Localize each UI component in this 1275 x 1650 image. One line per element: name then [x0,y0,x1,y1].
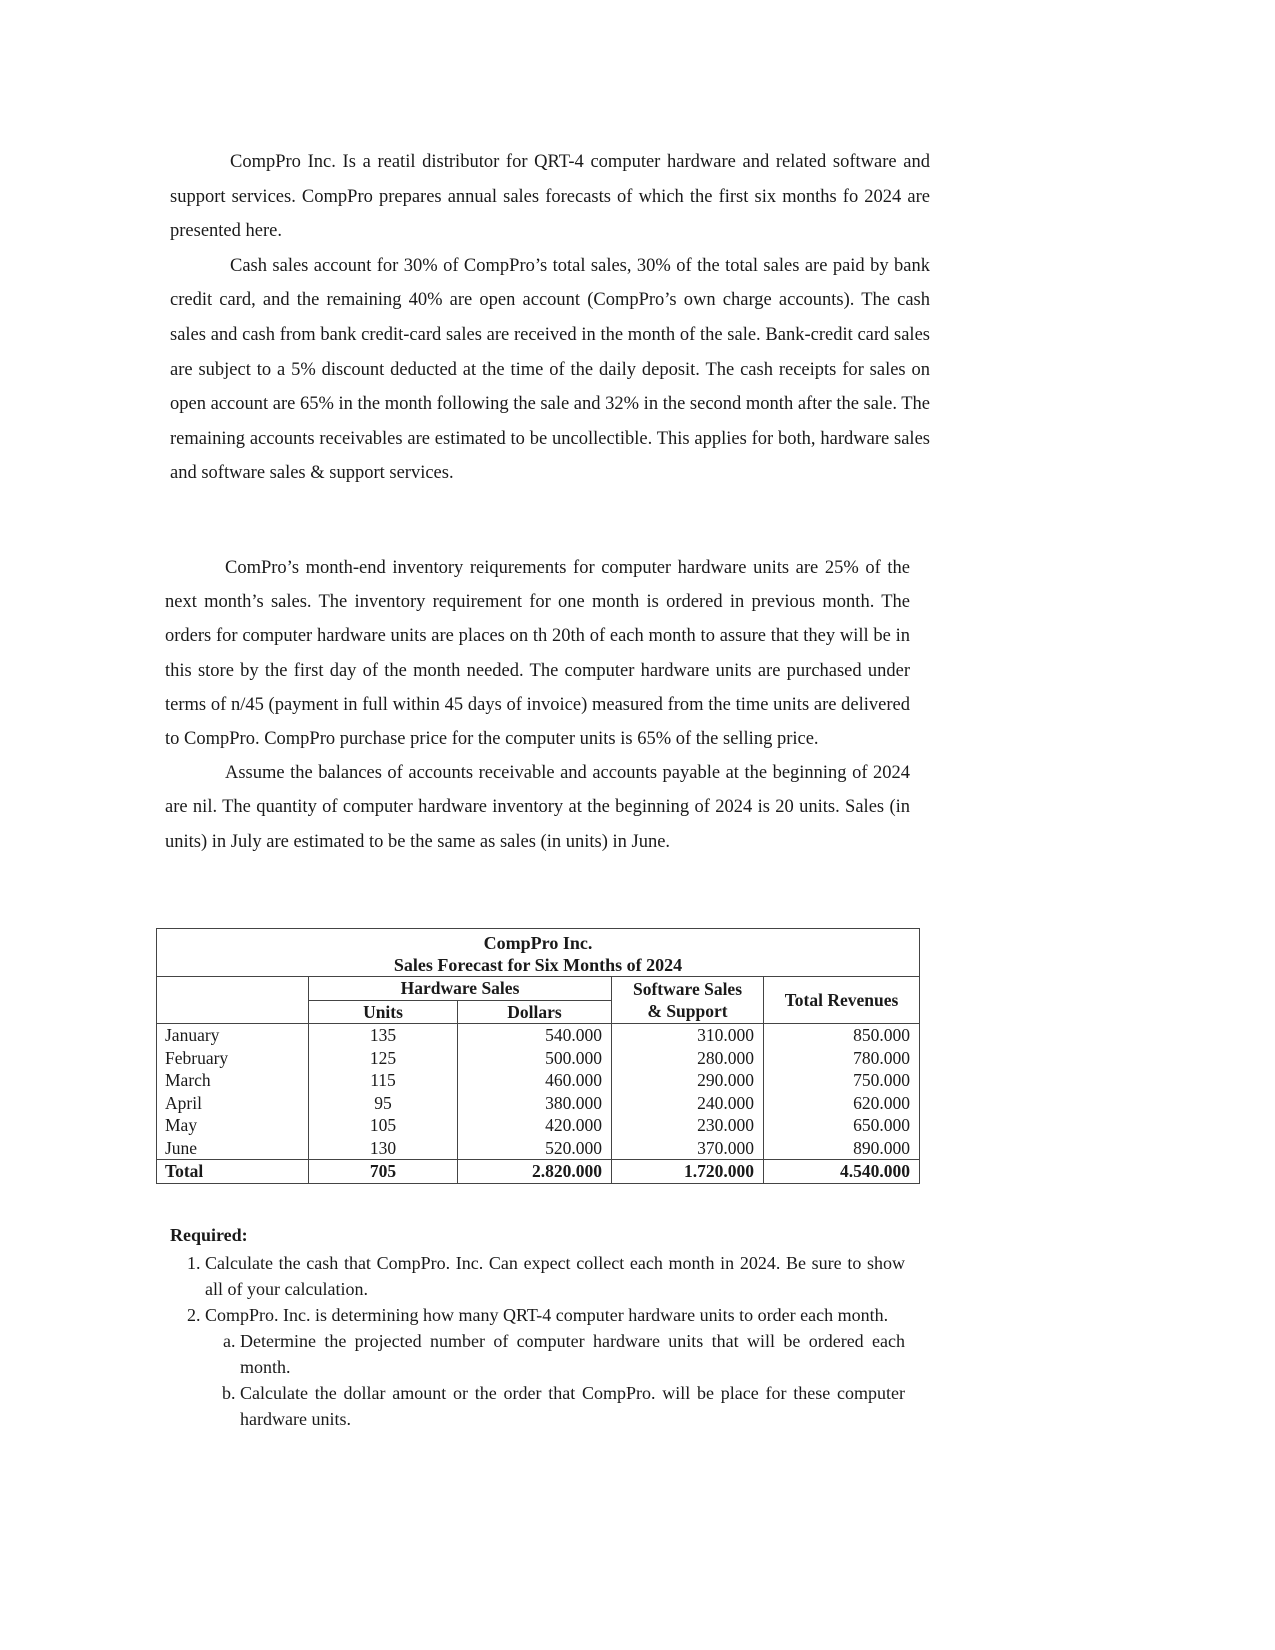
software-cell: 310.000 [612,1024,764,1047]
month-cell: February [157,1047,309,1070]
total-units-cell: 705 [309,1160,458,1184]
total-cell: 620.000 [764,1092,920,1115]
table-title-row [157,929,920,977]
table-row [157,1024,920,1047]
units-header: Units [309,1000,458,1024]
total-revenues-cell: 4.540.000 [764,1160,920,1184]
units-cell: 130 [309,1137,458,1160]
sales-forecast-table [156,928,920,1184]
inventory-section [165,551,910,859]
table-row [157,1047,920,1070]
total-revenues-header: Total Revenues [764,977,920,1024]
units-cell: 125 [309,1047,458,1070]
total-label-cell: Total [157,1160,309,1184]
total-cell: 850.000 [764,1024,920,1047]
dollars-cell: 420.000 [458,1114,612,1137]
table-row [157,1137,920,1160]
question-list [170,1250,905,1432]
software-cell: 240.000 [612,1092,764,1115]
software-cell: 230.000 [612,1114,764,1137]
question-2-text: CompPro. Inc. is determining how many QRT-4 computer hardware units to order each month. [205,1305,889,1325]
dollars-header: Dollars [458,1000,612,1024]
software-header-line1: Software Sales [632,979,743,999]
month-cell: March [157,1069,309,1092]
question-2-sublist [205,1328,905,1432]
total-cell: 780.000 [764,1047,920,1070]
units-cell: 105 [309,1114,458,1137]
paragraph-intro: CompPro Inc. Is a reatil distributor for QRT-4 computer hardware and related software and support services. CompPro prepares annual sales forecasts of which the first six months fo 2024 are presented here. [170,152,930,242]
month-cell: April [157,1092,309,1115]
total-cell: 890.000 [764,1137,920,1160]
dollars-cell: 540.000 [458,1024,612,1047]
paragraph-inventory: ComPro’s month-end inventory reiqurements for computer hardware units are 25% of the next month’s sales. The inventory requirement for one month is ordered in previous month. The orders for computer hardware units are places on th 20th of each month to assure that they will be in this store by the first day of the month needed. The computer hardware units are purchased under terms of n/45 (payment in full within 45 days of invoice) measured from the time units are delivered to CompPro. CompPro purchase price for the computer units is 65% of the selling price. [165,558,910,750]
question-1 [205,1250,905,1302]
intro-section [170,145,930,491]
question-1-text: Calculate the cash that CompPro. Inc. Can expect collect each month in 2024. Be sure to show all of your calculation. [205,1253,905,1299]
software-cell: 370.000 [612,1137,764,1160]
software-sales-header [612,977,764,1024]
question-2b [240,1380,905,1432]
month-cell: January [157,1024,309,1047]
total-cell: 750.000 [764,1069,920,1092]
question-2a [240,1328,905,1380]
table-total-row [157,1160,920,1184]
table-row [157,1069,920,1092]
total-cell: 650.000 [764,1114,920,1137]
question-2a-text: Determine the projected number of computer hardware units that will be ordered each month. [240,1331,905,1377]
units-cell: 135 [309,1024,458,1047]
month-header-cell [157,977,309,1024]
dollars-cell: 500.000 [458,1047,612,1070]
table-title-subtitle: Sales Forecast for Six Months of 2024 [393,955,683,975]
dollars-cell: 460.000 [458,1069,612,1092]
dollars-cell: 520.000 [458,1137,612,1160]
required-heading: Required: [170,1225,248,1245]
month-cell: June [157,1137,309,1160]
dollars-cell: 380.000 [458,1092,612,1115]
table-row [157,1114,920,1137]
hardware-sales-header: Hardware Sales [309,977,612,1001]
units-cell: 115 [309,1069,458,1092]
table-header-row-1 [157,977,920,1001]
paragraph-assumptions: Assume the balances of accounts receivable and accounts payable at the beginning of 2024 are nil. The quantity of computer hardware inventory at the beginning of 2024 is 20 units. Sales (in units) in July are estimated to be the same as sales (in units) in June. [165,763,910,852]
total-software-cell: 1.720.000 [612,1160,764,1184]
question-2 [205,1302,905,1432]
table-title [157,929,920,977]
software-cell: 290.000 [612,1069,764,1092]
table-row [157,1092,920,1115]
month-cell: May [157,1114,309,1137]
paragraph-cash-sales: Cash sales account for 30% of CompPro’s total sales, 30% of the total sales are paid by bank credit card, and the remaining 40% are open account (CompPro’s own charge accounts). The cash sales and cash from bank credit-card sales are received in the month of the sale. Bank-credit card sales are subject to a 5% discount deducted at the time of the daily deposit. The cash receipts for sales on open account are 65% in the month following the sale and 32% in the second month after the sale. The remaining accounts receivables are estimated to be uncollectible. This applies for both, hardware sales and software sales & support services. [170,255,930,484]
table-title-company: CompPro Inc. [483,933,593,953]
question-2b-text: Calculate the dollar amount or the order that CompPro. will be place for these computer hardware units. [240,1383,905,1429]
software-header-line2: & Support [647,1001,728,1021]
units-cell: 95 [309,1092,458,1115]
total-dollars-cell: 2.820.000 [458,1160,612,1184]
software-cell: 280.000 [612,1047,764,1070]
required-section [170,1222,905,1432]
